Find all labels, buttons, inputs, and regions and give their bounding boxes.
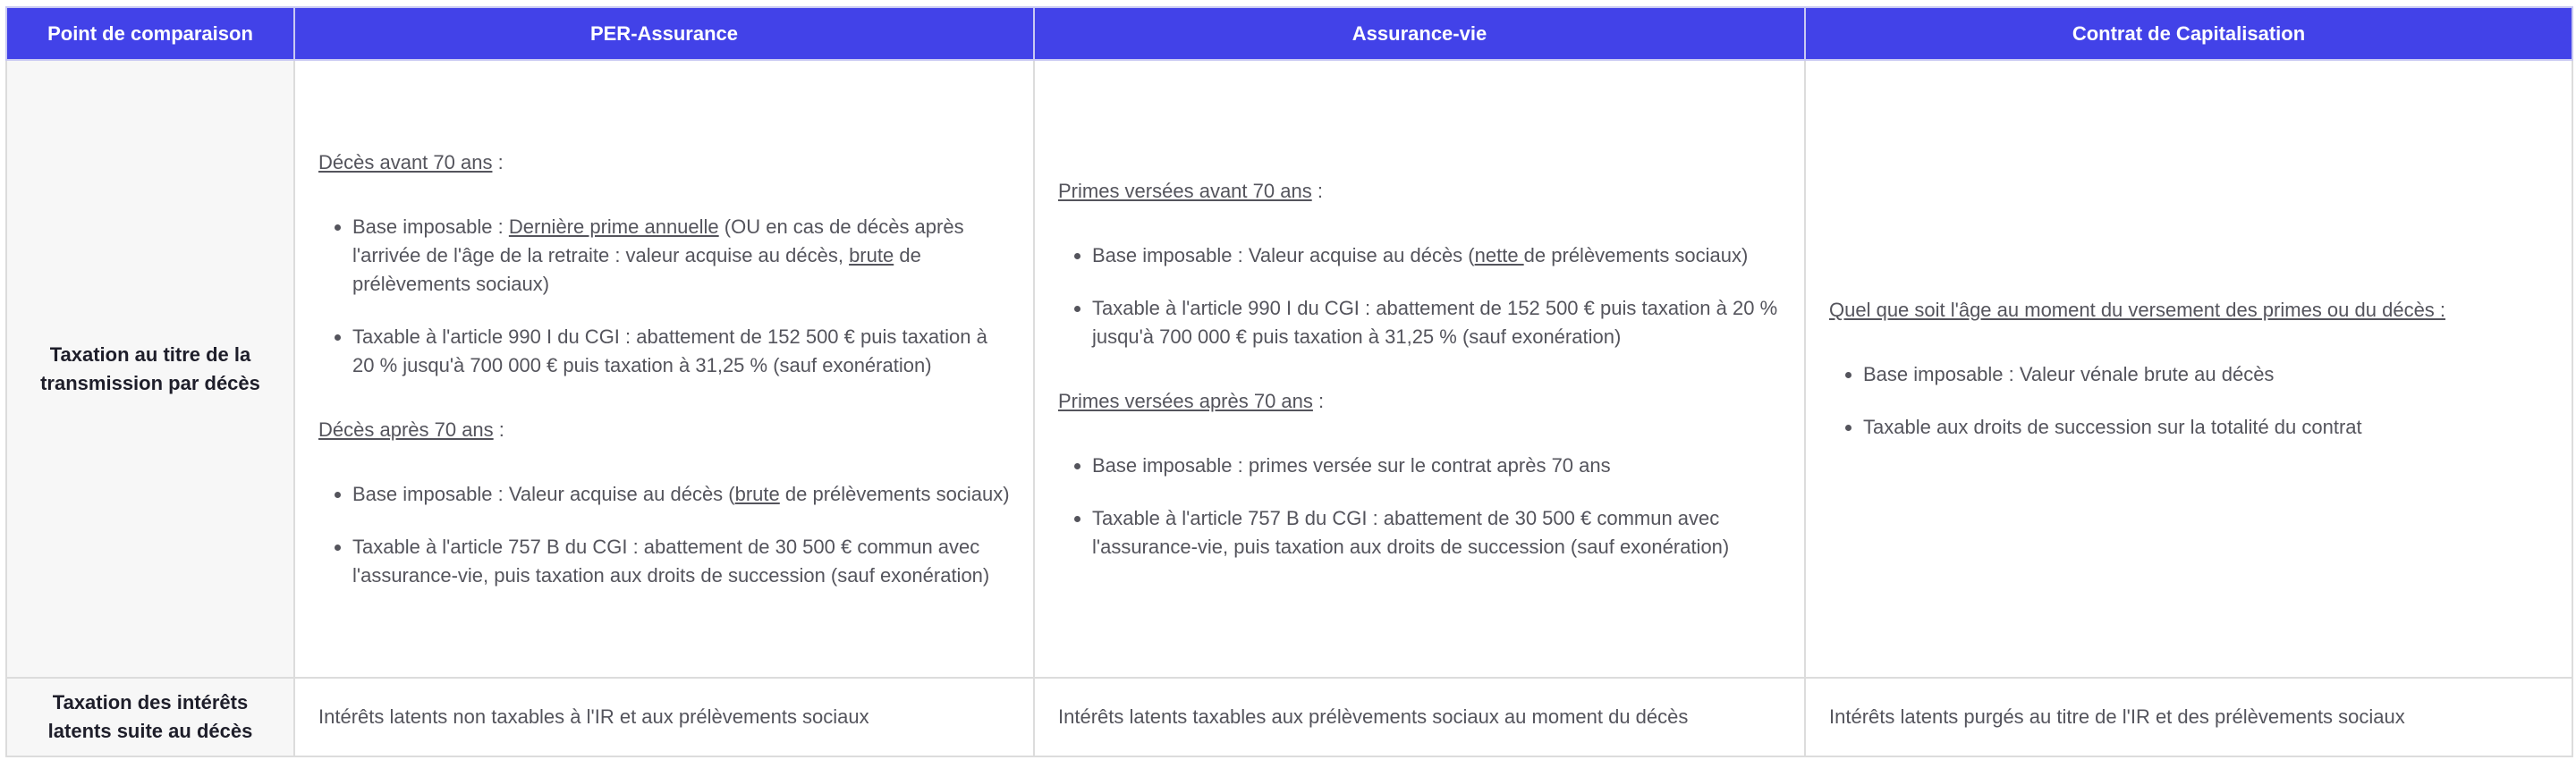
bullet-list	[318, 213, 1010, 380]
header-point-de-comparaison: Point de comparaison	[6, 7, 294, 60]
table-row	[6, 678, 2572, 756]
row-label-transmission: Taxation au titre de la transmission par décès	[6, 60, 294, 678]
cell-capitalisation-interets: Intérêts latents purgés au titre de l'IR et des prélèvements sociaux	[1805, 678, 2572, 756]
list-item: • Taxable à l'article 757 B du CGI : abattement de 30 500 € commun avec l'assurance-vie, puis taxation aux droits de succession (sauf exonération)	[1092, 504, 1781, 562]
header-row	[6, 7, 2572, 60]
table-row	[6, 60, 2572, 678]
cell-per-interets: Intérêts latents non taxables à l'IR et aux prélèvements sociaux	[294, 678, 1034, 756]
bullet-list	[1058, 452, 1781, 562]
bullet-list	[318, 480, 1010, 590]
list-item: • Base imposable : Dernière prime annuelle (OU en cas de décès après l'arrivée de l'âge de la retraite : valeur acquise au décès, brute de prélèvements sociaux)	[352, 213, 1010, 299]
header-assurance-vie: Assurance-vie	[1034, 7, 1805, 60]
cell-assurance-vie-transmission	[1034, 60, 1805, 678]
list-item: • Base imposable : Valeur acquise au décès (brute de prélèvements sociaux)	[352, 480, 1010, 509]
comparison-table	[5, 6, 2573, 757]
list-item: • Taxable à l'article 990 I du CGI : abattement de 152 500 € puis taxation à 20 % jusqu'à 700 000 € puis taxation à 31,25 % (sauf exonération)	[352, 323, 1010, 380]
bullet-list	[1058, 241, 1781, 351]
list-item: • Base imposable : Valeur vénale brute au décès	[1863, 360, 2548, 389]
cell-assurance-vie-interets: Intérêts latents taxables aux prélèvements sociaux au moment du décès	[1034, 678, 1805, 756]
section-title: Décès après 70 ans :	[318, 418, 504, 441]
section-title: Primes versées avant 70 ans :	[1058, 179, 1323, 202]
row-label-interets-latents: Taxation des intérêts latents suite au décès	[6, 678, 294, 756]
cell-capitalisation-transmission	[1805, 60, 2572, 678]
cell-per-transmission	[294, 60, 1034, 678]
comparison-table-wrapper	[5, 6, 2573, 757]
bullet-list	[1829, 360, 2548, 442]
section-title: Primes versées après 70 ans :	[1058, 389, 1325, 412]
list-item: • Base imposable : primes versée sur le contrat après 70 ans	[1092, 452, 1781, 480]
header-contrat-capitalisation: Contrat de Capitalisation	[1805, 7, 2572, 60]
section-title: Quel que soit l'âge au moment du versement des primes ou du décès :	[1829, 299, 2446, 321]
list-item: • Taxable aux droits de succession sur la totalité du contrat	[1863, 413, 2548, 442]
list-item: • Taxable à l'article 990 I du CGI : abattement de 152 500 € puis taxation à 20 % jusqu'à 700 000 € puis taxation à 31,25 % (sauf exonération)	[1092, 294, 1781, 351]
list-item: • Base imposable : Valeur acquise au décès (nette de prélèvements sociaux)	[1092, 241, 1781, 270]
header-per-assurance: PER-Assurance	[294, 7, 1034, 60]
list-item: • Taxable à l'article 757 B du CGI : abattement de 30 500 € commun avec l'assurance-vie, puis taxation aux droits de succession (sauf exonération)	[352, 533, 1010, 590]
section-title: Décès avant 70 ans :	[318, 150, 504, 173]
